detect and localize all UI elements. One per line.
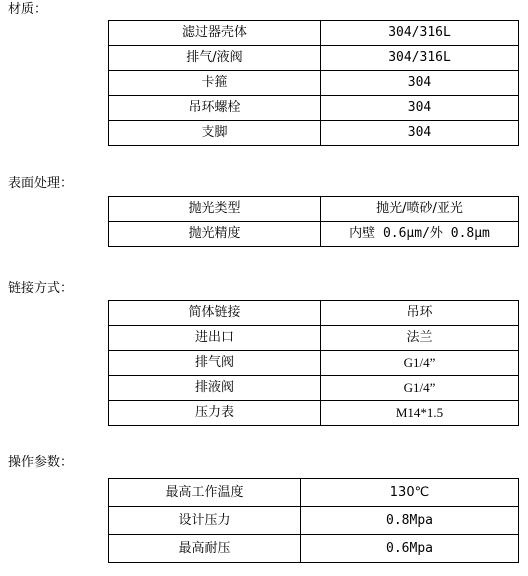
connection-table	[108, 300, 519, 426]
operation-value-cell: 0.8Mpa	[301, 507, 519, 535]
table-row	[109, 507, 519, 535]
connection-value-cell: 法兰	[321, 326, 519, 351]
table-row	[109, 71, 519, 96]
connection-name-cell: 排气阀	[109, 351, 321, 376]
material-value-cell: 304	[321, 96, 519, 121]
material-name-cell: 滤过器壳体	[109, 21, 321, 46]
operation-value-cell: 0.6Mpa	[301, 535, 519, 563]
connection-name-cell: 简体链接	[109, 301, 321, 326]
surface-value-cell: 内壁 0.6μm/外 0.8μm	[321, 222, 519, 247]
operation-table	[108, 478, 519, 563]
section-heading-operation: 操作参数：	[8, 455, 74, 470]
table-row	[109, 222, 519, 247]
material-name-cell: 卡箍	[109, 71, 321, 96]
table-row	[109, 46, 519, 71]
section-heading-surface: 表面处理：	[8, 176, 74, 191]
table-row	[109, 121, 519, 146]
table-row	[109, 479, 519, 507]
material-value-cell: 304/316L	[321, 21, 519, 46]
material-name-cell: 排气/液阀	[109, 46, 321, 71]
section-heading-connection: 链接方式：	[8, 281, 74, 296]
connection-value-cell: M14*1.5	[321, 401, 519, 426]
material-table	[108, 20, 519, 146]
table-row	[109, 301, 519, 326]
surface-table	[108, 196, 519, 247]
connection-value-cell: G1/4”	[321, 351, 519, 376]
table-row	[109, 376, 519, 401]
table-row	[109, 326, 519, 351]
operation-name-cell: 最高工作温度	[109, 479, 301, 507]
section-heading-material: 材质：	[8, 2, 48, 17]
table-row	[109, 21, 519, 46]
surface-name-cell: 抛光精度	[109, 222, 321, 247]
operation-name-cell: 最高耐压	[109, 535, 301, 563]
surface-name-cell: 抛光类型	[109, 197, 321, 222]
material-name-cell: 吊环螺栓	[109, 96, 321, 121]
table-row	[109, 351, 519, 376]
material-value-cell: 304	[321, 71, 519, 96]
table-row	[109, 535, 519, 563]
connection-value-cell: 吊环	[321, 301, 519, 326]
connection-value-cell: G1/4”	[321, 376, 519, 401]
surface-value-cell: 抛光/喷砂/亚光	[321, 197, 519, 222]
operation-name-cell: 设计压力	[109, 507, 301, 535]
table-row	[109, 96, 519, 121]
material-value-cell: 304	[321, 121, 519, 146]
connection-name-cell: 压力表	[109, 401, 321, 426]
material-value-cell: 304/316L	[321, 46, 519, 71]
operation-value-cell: 130℃	[301, 479, 519, 507]
connection-name-cell: 进出口	[109, 326, 321, 351]
material-name-cell: 支脚	[109, 121, 321, 146]
table-row	[109, 197, 519, 222]
connection-name-cell: 排液阀	[109, 376, 321, 401]
table-row	[109, 401, 519, 426]
